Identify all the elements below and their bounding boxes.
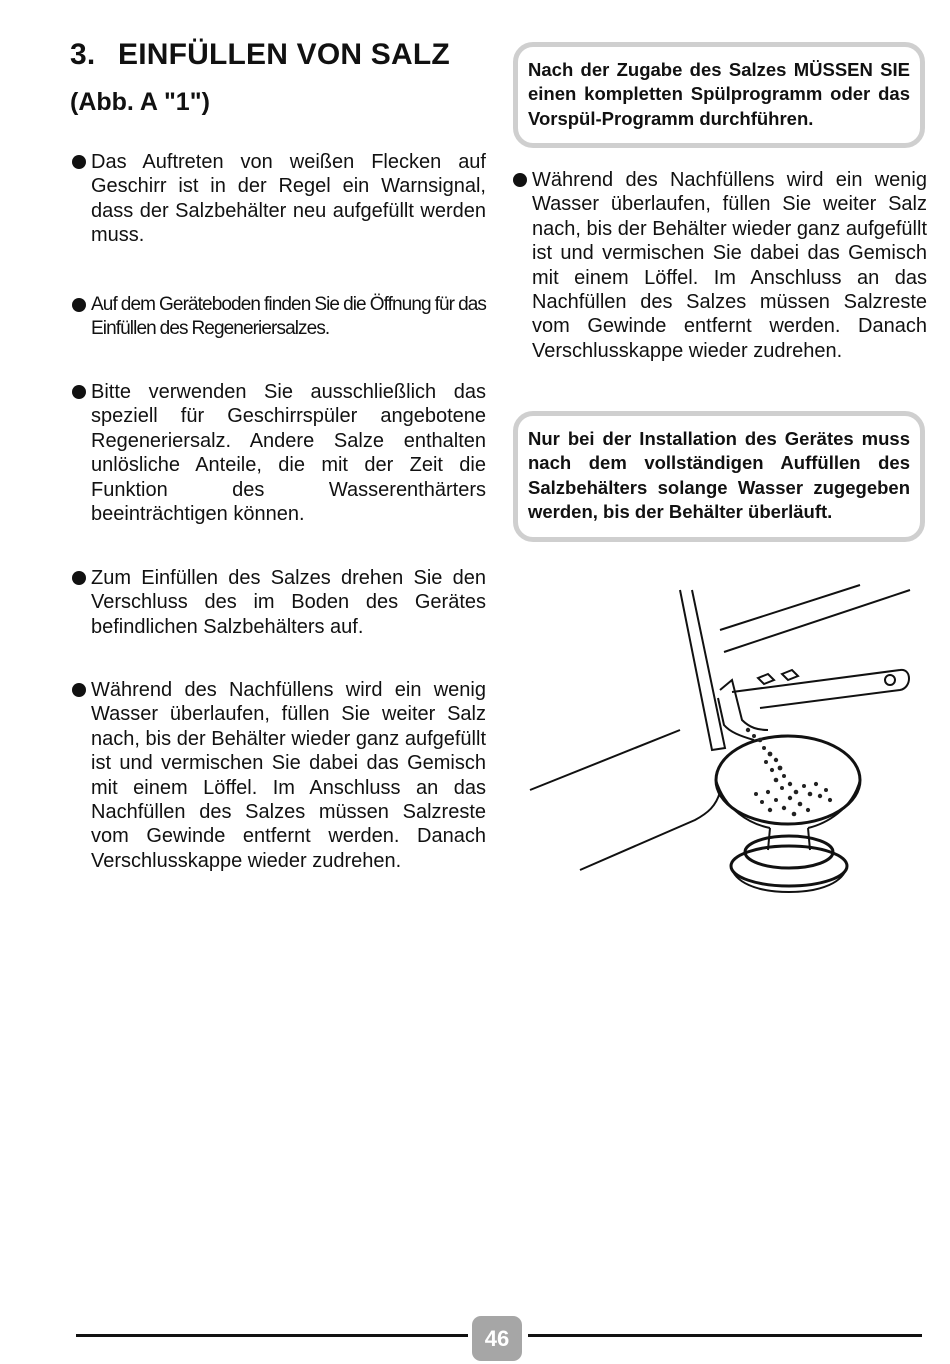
section-subtitle: (Abb. A "1"): [70, 88, 210, 116]
bullet-dot-icon: [513, 173, 527, 187]
bullet-item: [72, 293, 486, 342]
bullet-item: [72, 150, 486, 248]
footer-rule-left: [76, 1334, 468, 1337]
bullet-dot-icon: [72, 571, 86, 585]
bullet-text: Während des Nachfüllens wird ein wenig Wasser überlaufen, füllen Sie weiter Salz nach, bis der Behälter wieder ganz aufgefüllt ist und vermischen Sie dabei das Gemisch mit einem Löffel. Im Anschluss an das Nachfüllen des Salzes müssen Salzreste vom Gewinde entfernt werden. Danach Verschlusskappe wieder zudrehen.: [532, 169, 927, 362]
bullet-text: Auf dem Geräteboden finden Sie die Öffnung für das Einfüllen des Regeneriersalzes.: [91, 294, 486, 340]
footer-rule-right: [528, 1334, 922, 1337]
note-box-program: Nach der Zugabe des Salzes MÜSSEN SIE einen kompletten Spülprogramm oder das Vorspül-Programm durchführen.: [513, 42, 925, 148]
bullet-item: [72, 678, 486, 873]
section-number: 3.: [70, 38, 96, 71]
note-box-installation: Nur bei der Installation des Gerätes muss nach dem vollständigen Auffüllen des Salzbehälters solange Wasser zugegeben werden, bis der Behälter überläuft.: [513, 411, 925, 542]
bullet-text: Zum Einfüllen des Salzes drehen Sie den Verschluss des im Boden des Gerätes befindlichen Salzbehälters auf.: [91, 567, 486, 638]
bullet-item: [72, 380, 486, 526]
bullet-dot-icon: [72, 683, 86, 697]
bullet-dot-icon: [72, 298, 86, 312]
bullet-dot-icon: [72, 155, 86, 169]
bullet-text: Während des Nachfüllens wird ein wenig Wasser überlaufen, füllen Sie weiter Salz nach, bis der Behälter wieder ganz aufgefüllt ist und vermischen Sie dabei das Gemisch mit einem Löffel. Im Anschluss an das Nachfüllen des Salzes müssen Salzreste vom Gewinde entfernt werden. Danach Verschlusskappe wieder zudrehen.: [91, 679, 486, 872]
section-heading: [70, 38, 450, 72]
bullet-text: Das Auftreten von weißen Flecken auf Geschirr ist in der Regel ein Warnsignal, dass der Salzbehälter neu aufgefüllt werden muss.: [91, 151, 486, 247]
bullet-text: Bitte verwenden Sie ausschließlich das speziell für Geschirrspüler angebotene Regeneriersalz. Andere Salze enthalten unlösliche Anteile, die mit der Zeit die Funktion des Wasserenthärters beeinträchtigen können.: [91, 381, 486, 526]
bullet-item: [72, 566, 486, 639]
salt-funnel-illustration-icon: [520, 580, 920, 900]
section-title: EINFÜLLEN VON SALZ: [118, 38, 450, 71]
page-number-badge: 46: [472, 1316, 522, 1361]
bullet-item: [513, 168, 927, 363]
bullet-dot-icon: [72, 385, 86, 399]
